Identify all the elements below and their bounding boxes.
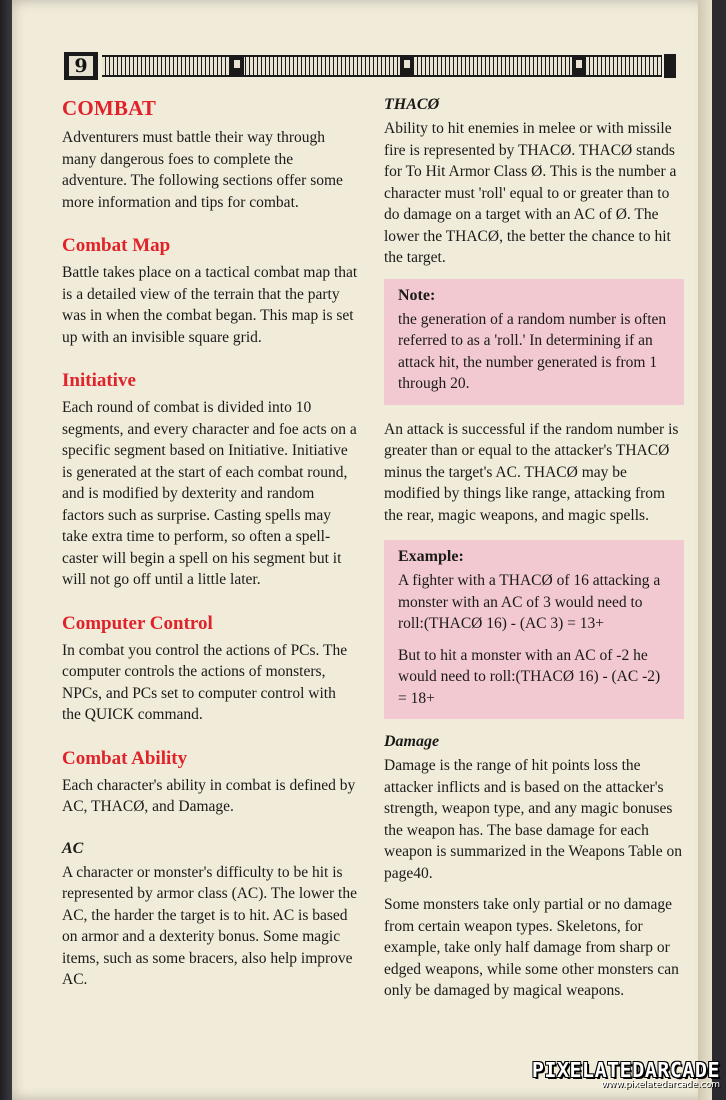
computer-control-heading: Computer Control — [62, 612, 213, 634]
ac-heading: AC — [62, 839, 84, 857]
watermark-url: www.pixelatedarcade.com — [601, 1080, 720, 1090]
header-end-cap — [664, 54, 676, 78]
damage-heading: Damage — [384, 733, 440, 750]
thaco-heading: THACØ — [384, 96, 440, 113]
attack-text: An attack is successful if the random number is greater than or equal to the attacker's THACØ minus the target's AC. THACØ may be modified by things like range, attacking from the rear, magic weapons, and magic spells. — [384, 420, 679, 524]
header-ornament-bar — [102, 55, 662, 77]
ornament-block — [400, 55, 414, 77]
combat-heading: COMBAT — [62, 96, 157, 120]
ac-text: A character or monster's difficulty to be hit is represented by armor class (AC). The lower the AC, the harder the target is to hit. AC is based on armor and a dexterity bonus. Some magic items, such as some bracers, also help improve AC. — [62, 863, 357, 988]
combat-text: Adventurers must battle their way through many dangerous foes to complete the adventure. The following sections offer some more information and tips for combat. — [62, 129, 343, 211]
combat-map-text: Battle takes place on a tactical combat map that is a detailed view of the terrain that the party was in when the combat began. This map is set up with an invisible square grid. — [62, 264, 358, 346]
watermark — [532, 1058, 720, 1090]
damage-text-2: Some monsters take only partial or no damage from certain weapon types. Skeletons, for example, take only half damage from sharp or edged weapons, while some other monsters can only be damaged by magical weapons. — [384, 896, 679, 999]
initiative-text: Each round of combat is divided into 10 segments, and every character and foe acts on a specific segment based on Initiative. Initiative is generated at the start of each combat round, and is modified by dexterity and random factors such as surprise. Casting spells may take extra time to perform, so often a spell-caster will begin a spell on his segment but it will not go off until a little later. — [62, 399, 357, 588]
scan-left-edge — [0, 0, 12, 1100]
initiative-heading: Initiative — [62, 370, 136, 391]
note-text: the generation of a random number is often referred to as a 'roll.' In determining if an attack hit, the number generated is from 1 through 20. — [398, 310, 667, 392]
note-title: Note: — [398, 286, 436, 304]
ornament-block — [572, 55, 586, 77]
combat-ability-heading: Combat Ability — [62, 747, 188, 769]
damage-text-1: Damage is the range of hit points loss the attacker inflicts and is based on the attacker's strength, weapon type, and any magic bonuses the weapon has. The base damage for each weapon is summarized in the Weapons Table on page40. — [384, 757, 682, 882]
example-text-2: But to hit a monster with an AC of -2 he would need to roll:(THACØ 16) - (AC -2) = 18+ — [398, 646, 661, 707]
example-title: Example: — [398, 548, 464, 565]
example-text-1: A fighter with a THACØ of 16 attacking a monster with an AC of 3 would need to roll:(THACØ 16) - (AC 3) = 13+ — [398, 572, 661, 632]
watermark-logo: PIXELATEDARCADE — [531, 1058, 720, 1082]
thaco-text: Ability to hit enemies in melee or with missile fire is represented by THACØ. THACØ stands for To Hit Armor Class Ø. This is the number a character must 'roll' equal to or greater than to do damage on a target with an AC of Ø. The lower the THACØ, the better the chance to hit the target. — [384, 120, 677, 266]
ornament-block — [230, 55, 244, 77]
next-page-edge — [698, 0, 712, 1100]
example-box — [384, 540, 684, 719]
page-number: 9 — [69, 56, 93, 76]
left-column — [62, 96, 358, 991]
right-column — [384, 96, 684, 1002]
computer-control-text: In combat you control the actions of PCs. The computer controls the actions of monsters, NPCs, and PCs set to computer control with the QUICK command. — [62, 641, 348, 723]
note-box — [384, 279, 684, 405]
page-header — [64, 50, 676, 82]
combat-map-heading: Combat Map — [62, 235, 171, 256]
combat-ability-text: Each character's ability in combat is defined by AC, THACØ, and Damage. — [62, 776, 356, 815]
page-number-box — [64, 52, 98, 80]
